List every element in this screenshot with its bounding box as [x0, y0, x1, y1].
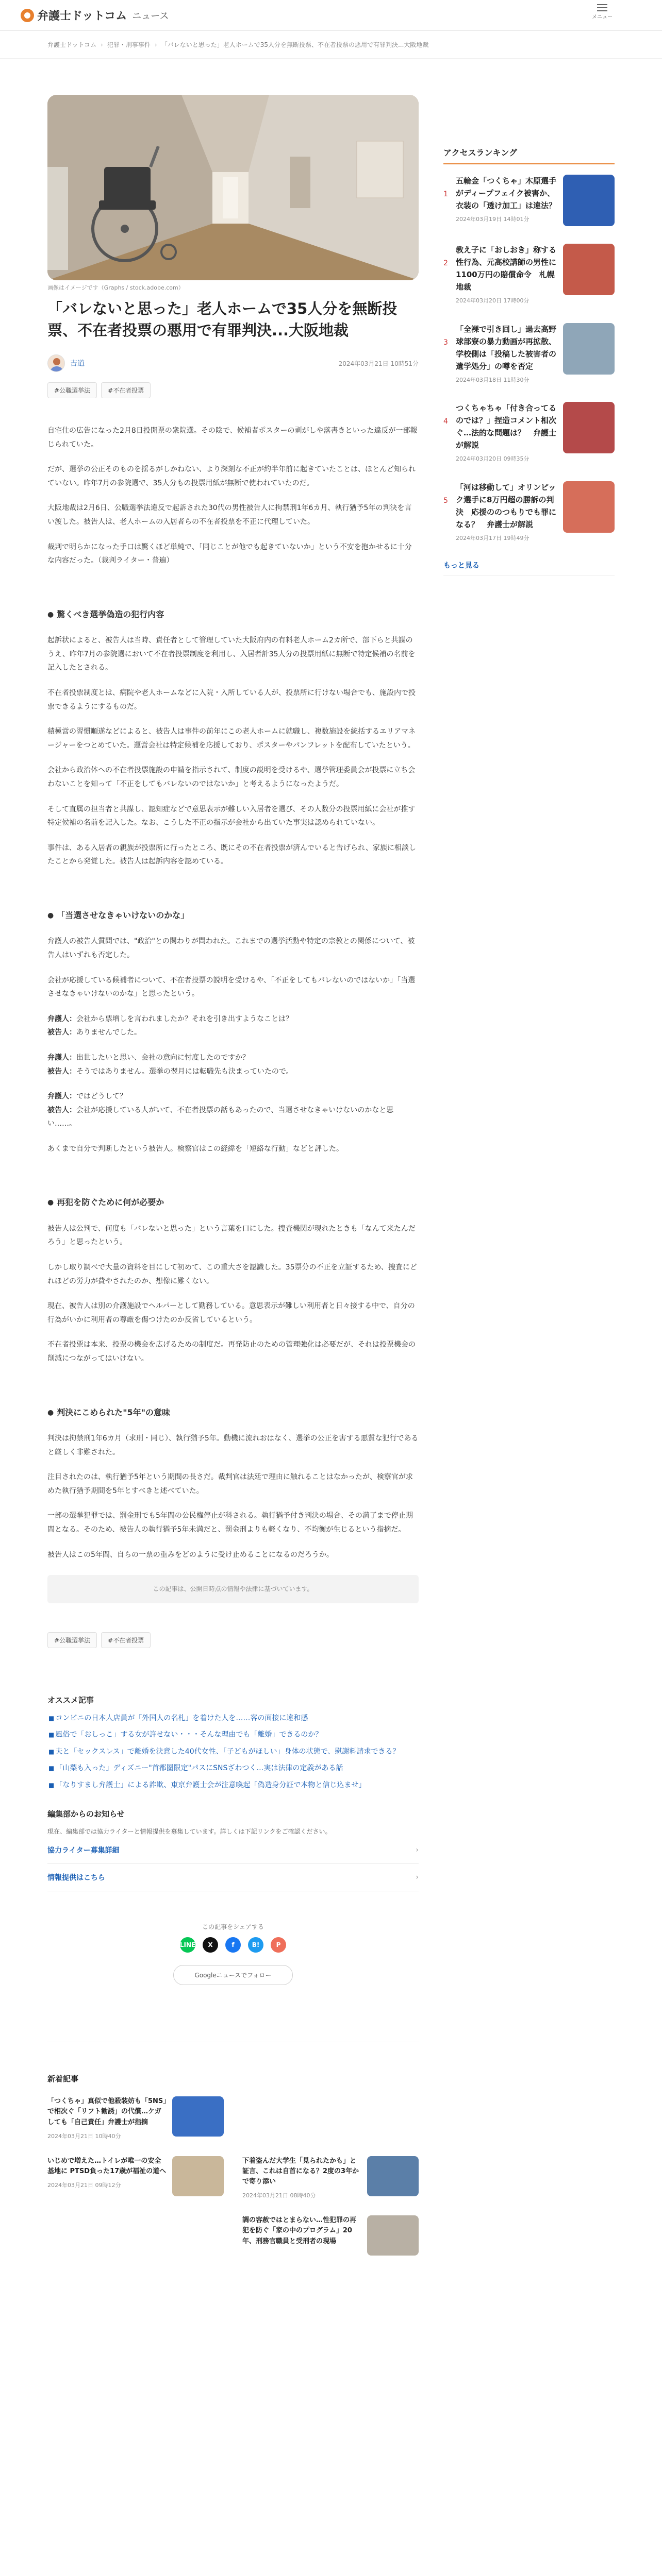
ranking-thumbnail	[563, 323, 615, 375]
hatena-icon[interactable]: B!	[248, 1937, 263, 1953]
line-icon[interactable]: LINE	[180, 1937, 195, 1953]
editorial-notice	[47, 1808, 419, 1891]
section-heading: ● 「当選させなきゃいけないのかな」	[47, 908, 419, 923]
paragraph: 不在者投票は本来、投票の機会を広げるための制度だ。再発防止のための管理強化は必要だが、それは投票機会の削減につながってはいけない。	[47, 1341, 416, 1363]
tag-list-bottom	[47, 1632, 419, 1648]
chevron-right-icon: ›	[416, 1873, 419, 1882]
ranking-date: 2024年03月19日 14時01分	[456, 216, 529, 223]
site-logo[interactable]	[21, 7, 169, 23]
x-icon[interactable]: X	[203, 1937, 218, 1953]
rank-number: 5	[443, 496, 448, 505]
rank-number: 4	[443, 417, 448, 426]
paragraph: 被告人は公判で、何度も「バレないと思った」という言葉を口にした。捜査機関が現れたときも「なんて来たんだろう」と思ったという。	[47, 1224, 416, 1247]
ranking-item[interactable]	[443, 244, 615, 306]
pocket-icon[interactable]: P	[271, 1937, 286, 1953]
dialogue	[47, 1012, 419, 1040]
writer-recruit-link[interactable]	[47, 1837, 419, 1864]
dialogue-text: そうではありません。選挙の翌月には転職先も決まっていたので。	[76, 1067, 293, 1076]
ranking-title: 教え子に「おしおき」称する性行為、元高校講師の男性に1100万円の賠償命令 札幌地裁	[456, 245, 557, 292]
ranking-date: 2024年03月17日 19時49分	[456, 534, 529, 541]
site-header	[0, 0, 662, 31]
breadcrumb-item-home[interactable]: 弁護士ドットコム	[47, 41, 97, 48]
author-link[interactable]	[47, 354, 85, 372]
article-title: 「バレないと思った」老人ホームで35人分を無断投票、不在者投票の悪用で有罪判決...大阪地裁	[47, 300, 398, 340]
breadcrumb-separator: ›	[154, 41, 157, 48]
new-article-item[interactable]	[47, 2096, 224, 2140]
menu-label: メニュー	[592, 14, 613, 20]
article-main	[47, 59, 419, 2256]
tag-item[interactable]: #公職選挙法	[47, 1632, 97, 1648]
hero-illustration	[47, 95, 419, 280]
new-articles	[47, 2042, 419, 2256]
hero-image	[47, 95, 419, 280]
ranking-thumbnail	[563, 402, 615, 453]
sidebar	[443, 59, 615, 2256]
rank-number: 1	[443, 190, 448, 198]
dialogue-text: 出世したいと思い、会社の意向に忖度したのですか？	[76, 1053, 250, 1062]
new-articles-heading: 新着記事	[47, 2074, 79, 2084]
article-body	[47, 424, 419, 1603]
recommended-articles	[47, 1694, 419, 1791]
ranking-heading: アクセスランキング	[443, 146, 615, 164]
paragraph: 注目されたのは、執行猶予5年という期間の長さだ。裁判官は法廷で理由に触れることはなかったが、検察官が求めた執行猶予期間を5年とすべきと述べていた。	[47, 1473, 413, 1495]
paragraph: あくまで自分で判断したという被告人。検察官はこの経緯を「短絡な行動」などと評した。	[47, 1144, 343, 1153]
new-article-title: 「つくちゃ」真似で他殺装妨も「5NS」で相次ぐ「リフト勧誘」の代償…ケガしても「自己責任」弁護士が指摘	[47, 2097, 167, 2126]
logo-sub: ニュース	[132, 10, 169, 22]
chevron-right-icon: ›	[416, 1846, 419, 1855]
dialogue-text: 会社が応援している人がいて、不在者投票の話もあったので、当選させなきゃいけないのかなと思い……。	[47, 1106, 394, 1128]
paragraph: 会社が応援している候補者について、不在者投票の説明を受けるや、「不正をしてもバレないのではないか」「当選させなきゃいけないのかな」と思ったという。	[47, 976, 416, 998]
disclaimer-box: この記事は、公開日時点の情報や法律に基づいています。	[47, 1575, 419, 1603]
new-article-date: 2024年03月21日 10時40分	[47, 2132, 121, 2140]
new-article-item[interactable]	[242, 2215, 419, 2256]
hamburger-icon	[597, 4, 607, 11]
paragraph: 不在者投票制度とは、病院や老人ホームなどに入院・入所している人が、投票所に行けない場合でも、施設内で投票できるようにするものだ。	[47, 689, 416, 711]
paragraph: 事件は、ある入居者の親族が投票所に行ったところ、既にその不在者投票が済んでいると告げられ、家族に相談したことから発覚した。被告人は起訴内容を認めている。	[47, 843, 416, 866]
ranking-more-link[interactable]: もっと見る	[443, 560, 615, 576]
menu-button[interactable]	[592, 4, 613, 20]
speaker: 弁護人：	[47, 1014, 76, 1023]
tag-item[interactable]: #公職選挙法	[47, 382, 97, 398]
tag-item[interactable]: #不在者投票	[101, 382, 151, 398]
paragraph: 自宅仕の広告になった2月8日投開票の衆院選。その陰で、候補者ポスターの剥がしや落書きといった違反が一部報じられていた。	[47, 427, 418, 449]
image-caption: 画像はイメージです（Graphs / stock.adobe.com）	[47, 284, 184, 291]
notice-text: 現在、編集部では協力ライターと情報提供を募集しています。詳しくは下記リンクをご確認ください。	[47, 1827, 332, 1835]
recommended-link[interactable]: ■ 風俗で「おしっこ」する女が許せない・・・そんな理由でも「離婚」できるのか？	[47, 1729, 419, 1740]
ranking-date: 2024年03月18日 11時30分	[456, 376, 529, 383]
ranking-thumbnail	[563, 244, 615, 295]
recommended-link[interactable]: ■ 「なりすまし弁護士」による詐欺、東京弁護士会が注意喚起「偽造身分証で本物と信じ込ませ」	[47, 1780, 419, 1791]
paragraph: 起訴状によると、被告人は当時、責任者として管理していた大阪府内の有料老人ホーム2カ所で、部下らと共謀のうえ、昨年7月の参院選において不在者投票制度を利用し、入居者計35人分の投票用紙に無断で特定候補の名前を記入したとされる。	[47, 636, 416, 672]
ranking-item[interactable]	[443, 175, 615, 226]
speaker: 弁護人：	[47, 1053, 76, 1062]
paragraph: 裁判で明らかになった手口は驚くほど単純で、「同じことが他でも起きていないか」という不安を抱かせるに十分な内容だった。（裁判ライター・普遍）	[47, 543, 412, 565]
dialogue	[47, 1051, 419, 1078]
new-article-thumbnail	[172, 2156, 224, 2196]
recommended-link[interactable]: ■ 夫と「セックスレス」で離婚を決意した40代女性、「子どもがほしい」身体の状態で、慰謝料請求できる？	[47, 1746, 419, 1757]
ranking-date: 2024年03月20日 17時00分	[456, 297, 529, 304]
ranking-title: 五輪金「つくちゃ」木原選手がディープフェイク被害か、衣装の「透け加工」は違法？	[456, 176, 557, 210]
author-name: 吉道	[70, 360, 85, 368]
paragraph: だが、選挙の公正そのものを揺るがしかねない、より深刻な不正が約半年前に起きていたことは、ほとんど知られていない。昨年7月の参院選で、35人分もの投票用紙が無断で使われていたのだ。	[47, 465, 416, 487]
logo-mark-icon	[21, 9, 34, 22]
author-row	[47, 354, 419, 372]
paragraph: 判決は拘禁刑1年6カ月（求刑・同じ）、執行猶予5年。動機に流れおはなく、選挙の公正を害する悪質な犯行であると厳しく非難された。	[47, 1434, 419, 1456]
ranking-title: 「全裸で引き回し」過去高野球部寮の暴力動画が再拡散、学校側は「投稿した被害者の遺学処分」の噂を否定	[456, 324, 557, 371]
new-article-title: いじめで増えた…トイレが唯一の安全基地に PTSD負った17歳が福祉の道へ	[47, 2157, 167, 2175]
new-article-title: 下着盗んだ大学生「見られたかも」と証言、これは自首になる？2度の3年かで寄り添い	[242, 2157, 359, 2186]
paragraph: 弁護人の被告人質問では、"政治"との関わりが問われた。これまでの選挙活動や特定の宗教との関係について、被告人はいずれも否定した。	[47, 937, 415, 959]
share-icons	[47, 1937, 419, 1953]
avatar	[47, 354, 65, 372]
new-article-item[interactable]	[47, 2156, 224, 2200]
ranking-thumbnail	[563, 481, 615, 533]
speaker: 被告人：	[47, 1067, 76, 1076]
new-article-thumbnail	[367, 2156, 419, 2196]
paragraph: 被告人はこの5年間、自らの一票の重みをどのように受け止めることになるのだろうか。	[47, 1550, 334, 1559]
link-label: 協力ライター募集詳細	[47, 1846, 120, 1855]
logo-text: 弁護士ドットコム	[37, 10, 127, 23]
new-article-item[interactable]	[242, 2156, 419, 2200]
breadcrumb	[0, 31, 662, 59]
new-article-title: 調の容赦ではとまらない…性犯罪の再犯を防ぐ「家の中のプログラム」20年、刑務官職員と受刑者の現場	[242, 2216, 357, 2245]
speaker: 被告人：	[47, 1028, 76, 1037]
section-heading: ● 判決にこめられた"5年"の意味	[47, 1405, 419, 1420]
recommended-link[interactable]: ■ 「山梨も入った」ディズニー"首都圏限定"パスにSNSざわつく…実は法律の定義がある話	[47, 1762, 419, 1774]
ranking-thumbnail	[563, 175, 615, 226]
paragraph: 一部の選挙犯罪では、罰金刑でも5年間の公民権停止が科される。執行猶予付き判決の場合、その満了まで停止期間となる。そのため、被告人の執行猶予5年未満だと、罰金刑よりも軽くなり、不均衡が生じるという指摘だ。	[47, 1512, 413, 1534]
tag-item[interactable]: #不在者投票	[101, 1632, 151, 1648]
tip-submit-link[interactable]	[47, 1864, 419, 1891]
new-article-thumbnail	[172, 2096, 224, 2137]
recommended-heading: オススメ記事	[47, 1695, 94, 1705]
paragraph: 積極営の習慣順遂などによると、被告人は事件の前年にこの老人ホームに就職し、複数施設を統括するエリアマネージャーをつとめていた。運営会社は特定候補を応援しており、ポスターやパンフレットを配布していたという。	[47, 727, 416, 750]
tag-list	[47, 382, 419, 398]
dialogue-text: ありませんでした。	[76, 1028, 141, 1037]
paragraph: しかし取り調べで大量の資料を目にして初めて、この重大さを認識した。35票分の不正を立証するため、捜査にどれほどの労力が費やされたのか、想像に難くない。	[47, 1263, 417, 1285]
paragraph: 大阪地裁は2月6日、公職選挙法違反で起訴された30代の男性被告人に拘禁刑1年6カ月、執行猶予5年の判決を言い渡した。被告人は、老人ホームの入居者らの不在者投票を不正に代理していた。	[47, 504, 412, 527]
breadcrumb-item-category[interactable]: 犯罪・刑事事件	[107, 41, 151, 48]
new-article-thumbnail	[367, 2215, 419, 2256]
speaker: 弁護人：	[47, 1092, 76, 1101]
share-section	[47, 1922, 419, 1985]
breadcrumb-item-current: 「バレないと思った」老人ホームで35人分を無断投票、不在者投票の悪用で有罪判決...大阪地裁	[161, 41, 429, 48]
ranking-item[interactable]	[443, 323, 615, 385]
facebook-icon[interactable]: f	[225, 1937, 241, 1953]
section-heading: ● 驚くべき選挙偽造の犯行内容	[47, 607, 419, 622]
dialogue	[47, 1090, 419, 1131]
rank-number: 2	[443, 259, 448, 267]
section-heading: ● 再犯を防ぐために何が必要か	[47, 1195, 419, 1210]
paragraph: 現在、被告人は別の介護施設でヘルパーとして勤務している。意思表示が難しい利用者と日々接する中で、自分の行為がいかに利用者の尊厳を傷つけたのか反省しているという。	[47, 1302, 415, 1324]
dialogue-text: ではどうして？	[76, 1092, 127, 1101]
notice-heading: 編集部からのお知らせ	[47, 1809, 125, 1819]
new-article-date: 2024年03月21日 08時40分	[242, 2192, 316, 2199]
ranking-title: つくちゃちゃ「付き合ってるのでは？」捏造コメント相次ぐ…法的な問題は？ 弁護士が解説	[456, 403, 557, 450]
new-article-date: 2024年03月21日 09時12分	[47, 2182, 121, 2189]
speaker: 被告人：	[47, 1106, 76, 1114]
paragraph: 会社から政治体への不在者投票施設の申請を指示されて、制度の説明を受けるや、選挙管理委員会が投票に立ち会わないことを知って「不正をしてもバレないのではないか」と考えるようになったようだ。	[47, 766, 416, 788]
ranking-title: 「河は移動して」オリンピック選手に8万円超の勝訴の判決 応援ののつもりでも罪になる？ 弁護士が解説	[456, 482, 557, 529]
google-news-follow-button[interactable]: Googleニュースでフォロー	[173, 1965, 292, 1985]
ranking-item[interactable]	[443, 402, 615, 464]
dialogue-text: 会社から票増しを言われましたか？それを引き出すようなことは？	[76, 1014, 293, 1023]
breadcrumb-separator: ›	[101, 41, 103, 48]
recommended-link[interactable]: ■ コンビニの日本人店員が「外国人の名札」を着けた人を……客の面接に違和感	[47, 1713, 419, 1724]
link-label: 情報提供はこちら	[47, 1874, 105, 1883]
rank-number: 3	[443, 338, 448, 347]
ranking-date: 2024年03月20日 09時35分	[456, 455, 529, 463]
share-label: この記事をシェアする	[202, 1923, 264, 1931]
paragraph: そして直属の担当者と共謀し、認知症などで意思表示が難しい入居者を選び、その人数分の投票用紙に会社が推す特定候補の名前を記入した。なお、こうした不正の指示が会社から出ていた事実は認められていない。	[47, 805, 416, 827]
publish-date: 2024年03月21日 10時51分	[338, 360, 419, 367]
ranking-item[interactable]	[443, 481, 615, 543]
